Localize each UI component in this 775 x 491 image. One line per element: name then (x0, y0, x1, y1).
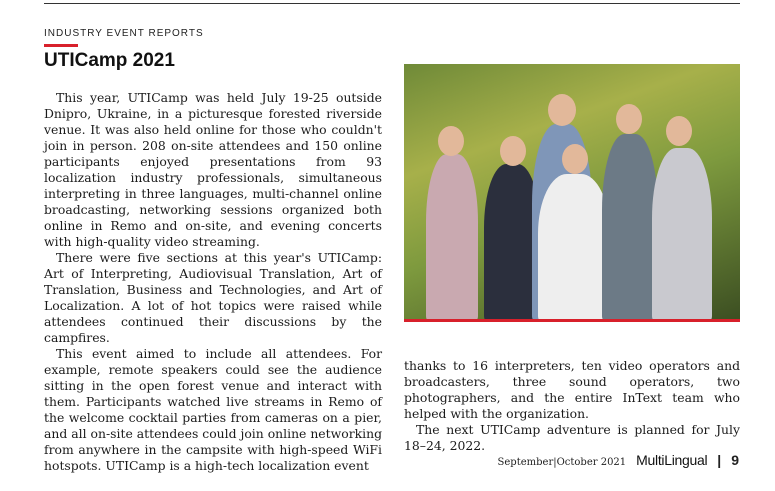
photo-person-head (438, 126, 464, 156)
page-separator: | (717, 452, 722, 468)
paragraph-3-continued: thanks to 16 interpreters, ten video operators and broadcasters, three sound operators, two photographers, and the entire InText team who helped with the organization. (404, 358, 740, 421)
section-label: INDUSTRY EVENT REPORTS (44, 28, 204, 39)
photo-person (426, 154, 478, 319)
article-body-right (404, 358, 740, 454)
top-rule (44, 3, 740, 4)
paragraph-2: There were five sections at this year's UTICamp: Art of Interpreting, Audiovisual Translation, Art of Translation, Business and Technologies, and Art of Localization. A lot of hot topics were raised while attendees continued their discussions by the campfires. (44, 250, 382, 345)
page-number: 9 (731, 452, 739, 468)
article-body-left (44, 90, 382, 474)
photo-person (602, 134, 658, 319)
photo-person-head (500, 136, 526, 166)
title-accent-bar (44, 44, 78, 47)
page-footer (498, 452, 739, 468)
photo-person-head (616, 104, 642, 134)
paragraph-3: This event aimed to include all attendees. For example, remote speakers could see the audience sitting in the open forest venue and interact with them. Participants watched live streams in Remo of the welcome cocktail parties from cameras on a pier, and all on-site attendees could join online networking from anywhere in the campsite with high-speed WiFi hotspots. UTICamp is a high-tech localization event (44, 346, 382, 473)
paragraph-4: The next UTICamp adventure is planned for July 18–24, 2022. (404, 422, 740, 453)
group-photo (404, 64, 740, 319)
photo-accent-bar (404, 319, 740, 322)
photo-person-head (562, 144, 588, 174)
photo-person (652, 148, 712, 319)
photo-person (538, 174, 610, 319)
photo-person-head (548, 94, 576, 126)
photo-person-head (666, 116, 692, 146)
paragraph-1: This year, UTICamp was held July 19-25 outside Dnipro, Ukraine, in a picturesque forested riverside venue. It was also held online for those who couldn't join in person. 208 on-site attendees and 150 online participants enjoyed presentations from 93 localization industry professionals, simultaneous interpreting in three languages, multi-channel online broadcasting, networking sessions organized both online in Remo and on-site, and evening concerts with high-quality video streaming. (44, 90, 382, 249)
article-title: UTICamp 2021 (44, 50, 175, 71)
multilingual-logo: MultiLingual (636, 452, 708, 468)
issue-date: September|October 2021 (497, 457, 627, 468)
